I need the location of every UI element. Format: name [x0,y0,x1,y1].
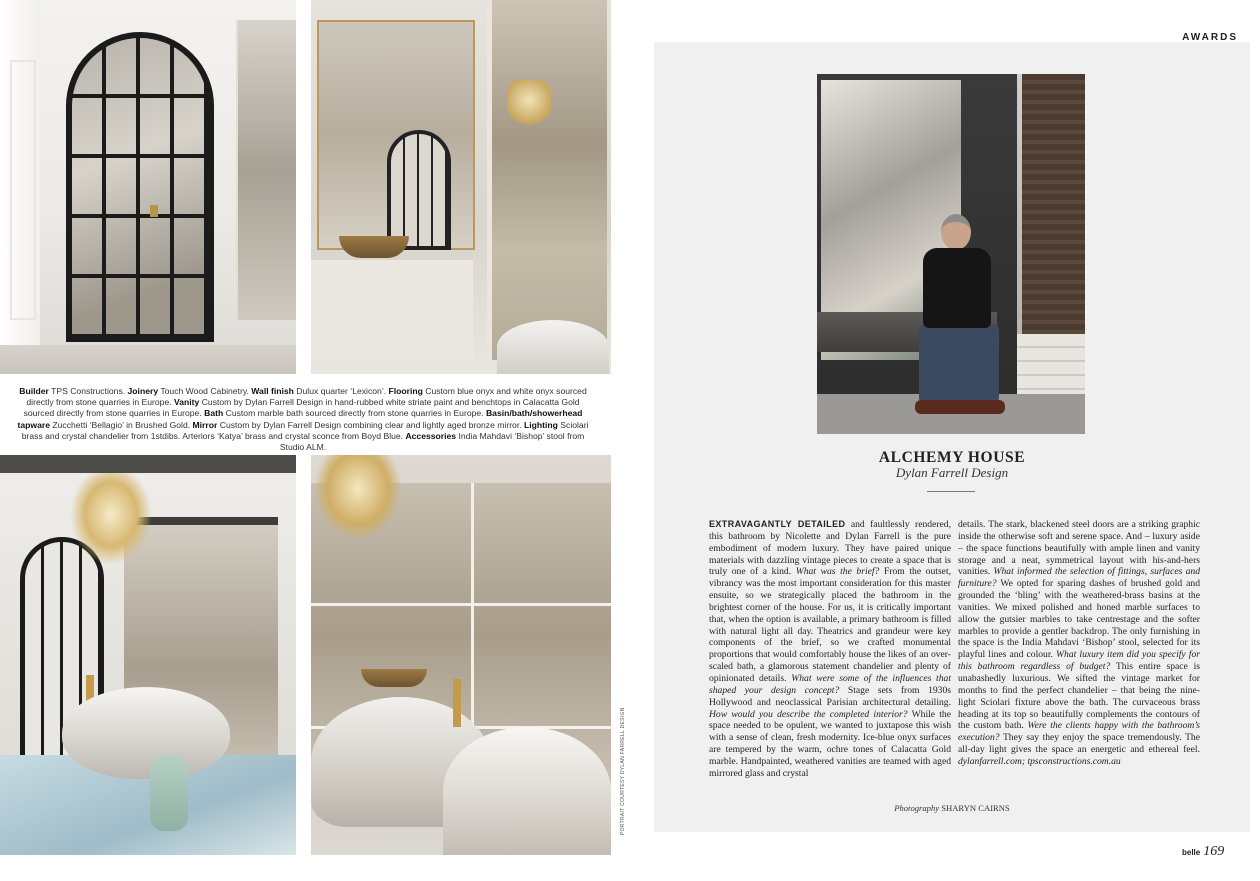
caption-key: Basin/bath/showerhead tapware [17,408,583,430]
page-folio [1182,842,1224,860]
photo-arched-door [0,0,296,374]
caption-key: Builder [19,386,49,396]
article-title: ALCHEMY HOUSE [878,449,1026,466]
caption-value: Custom marble bath sourced directly from stone quarries in Europe. [223,408,486,419]
caption-key: Vanity [174,397,200,408]
caption-key: Bath [204,408,224,419]
photo-vanity [311,0,611,374]
title-divider [927,491,975,492]
ceiling [0,455,296,473]
chandelier-reflection [507,80,551,130]
shoes [915,400,1005,414]
brass-tap [453,679,461,727]
legs [919,324,999,404]
marble-floor [0,345,296,374]
mirror-strip [236,20,296,320]
caption-key: Flooring [388,386,423,396]
photographer-name: SHARYN CAIRNS [939,803,1010,813]
brass-basin [339,236,409,258]
body-text: We opted for sparing dashes of brushed gold and grounded the ‘bling’ with the weathered-brass basins at the vanities. We mixed polished and honed marble surfaces to allow the gutsier marbles to take centrestage and the softer marbles to provide a gentler backdrop. The only furnishing in the space is the India Mahdavi ‘Bishop’ stool, selected for its playful lines and colour. [958,578,1200,661]
marble-bath [62,687,230,779]
portrait-credit: PORTRAIT COURTESY DYLAN FARRELL DESIGN [620,707,626,835]
interview-question: What informed the selection of fittings, surfaces and furniture? [958,566,1200,590]
caption-key: Lighting [524,419,558,430]
body-text: This entire space is unabashedly luxurious. We sifted the vintage market for months to find the perfect chandelier – that being the nine-light Sciolari fixture above the bath. The curvaceous brass heading at its top so beautifully complements the contours of the custom bath. [958,661,1200,732]
bath-edge [497,320,609,374]
caption-key: Mirror [192,419,218,430]
brass-basin [361,669,427,687]
interview-question: What luxury item did you specify for this bathroom regardless of budget? [958,649,1200,673]
body-text: While the space needed to be opulent, we wanted to juxtapose this wish with a sense of clean, fresh modernity. Ice-blue onyx surfaces are tempered by the warm, ochre tones of Calacatta Gold marble. Handpainted, weathered vanities are teamed with aged mirrored glass and crystal [709,708,951,779]
caption-value: Sciolari brass and crystal chandelier from 1stdibs. Arteriors ‘Katya’ brass and crystal sconce from Boyd Blue. [21,419,589,441]
caption-key: Wall finish [251,386,294,396]
reflected-arch [387,130,451,250]
section-label: AWARDS [1182,32,1238,43]
marble-bath [443,727,611,855]
door-handle [150,205,158,217]
caption-value: Touch Wood Cabinetry. [158,386,252,396]
photo-bath-chandelier [0,455,296,855]
interview-question: What was the brief? [795,566,880,578]
designer-figure [905,214,1015,424]
caption-value: Dulux quarter ‘Lexicon’. [293,386,389,396]
page-number: 169 [1203,844,1225,859]
designer-portrait [817,74,1085,434]
caption-value: Custom by Dylan Farrell Design combining clear and lightly aged bronze mirror. [217,419,525,430]
photo-mirrored-bath [311,455,611,855]
article-column-2 [958,519,1200,768]
caption-value: Custom blue onyx and white onyx sourced directly from stone quarries in Europe. [26,386,587,408]
bishop-stool [150,755,188,831]
article-subtitle: Dylan Farrell Design [895,465,1009,480]
tall-mirror-panel [487,0,607,360]
cabinet-door [10,60,36,320]
body-text: They say they enjoy the space tremendously. The all-day light gives the space an energetic and ethereal feel. [958,732,1200,756]
staircase [1017,334,1085,394]
crystal-chandelier [315,455,401,539]
interview-question: How would you describe the completed interior? [709,708,908,720]
interview-question: What were some of the influences that shaped your design concept? [709,672,951,696]
magazine-brand: belle [1182,848,1201,857]
caption-key: Accessories [405,430,457,441]
lead-in: EXTRAVAGANTLY DETAILED [709,519,846,529]
caption-value: Zucchetti ‘Bellagio’ in Brushed Gold. [50,419,193,430]
photo-caption [10,386,596,453]
steel-door-grid [66,32,214,342]
caption-key: Joinery [127,386,159,396]
article-column-1 [709,519,951,780]
head [941,214,971,250]
vanity-cabinet [311,250,473,360]
body-text: Stage sets from 1930s Hollywood and neoclassical Parisian architectural detailing. [709,684,951,708]
photography-credit [652,803,1252,813]
body-text: and faultlessly rendered, this bathroom by Nicolette and Dylan Farrell is the pure embodiment of modern luxury. They have paired unique materials with dazzling vintage pieces to create a space that is truly one of a kind. [709,519,951,578]
body-text: details. The stark, blackened steel doors are a striking graphic inside the otherwise soft and serene space. And – luxury aside – the space functions beautifully with ample linen and vanity storage and a neat, symmetrical layout with his-and-hers vanities. [958,519,1200,578]
caption-value: TPS Constructions. [48,386,128,396]
crystal-chandelier [70,473,152,565]
caption-value: India Mahdavi ‘Bishop’ stool from Studio ALM. [279,430,585,453]
torso [923,248,991,328]
interview-question: Were the clients happy with the bathroom’s execution? [958,720,1200,744]
interview-question: dylanfarrell.com; tpsconstructions.com.au [958,755,1121,767]
photography-label: Photography [894,803,940,813]
caption-value: Custom by Dylan Farrell Design in hand-rubbed white striate paint and benchtops in Calacatta Gold sourced directly from stone quarries in Europe. [23,397,580,419]
body-text: From the outset, vibrancy was the most important consideration for this master ensuite, so we strategically placed the bathroom in the brightest corner of the house. For us, it is critically important that, when the option is available, a primary bathroom is filled with natural light all day. Theatrics and grandeur were key components of the brief, so we crafted monumental proportions that would comfortably house the likes of an over-scaled bath, a glamorous statement chandelier and plenty of opinionated details. [709,566,952,684]
